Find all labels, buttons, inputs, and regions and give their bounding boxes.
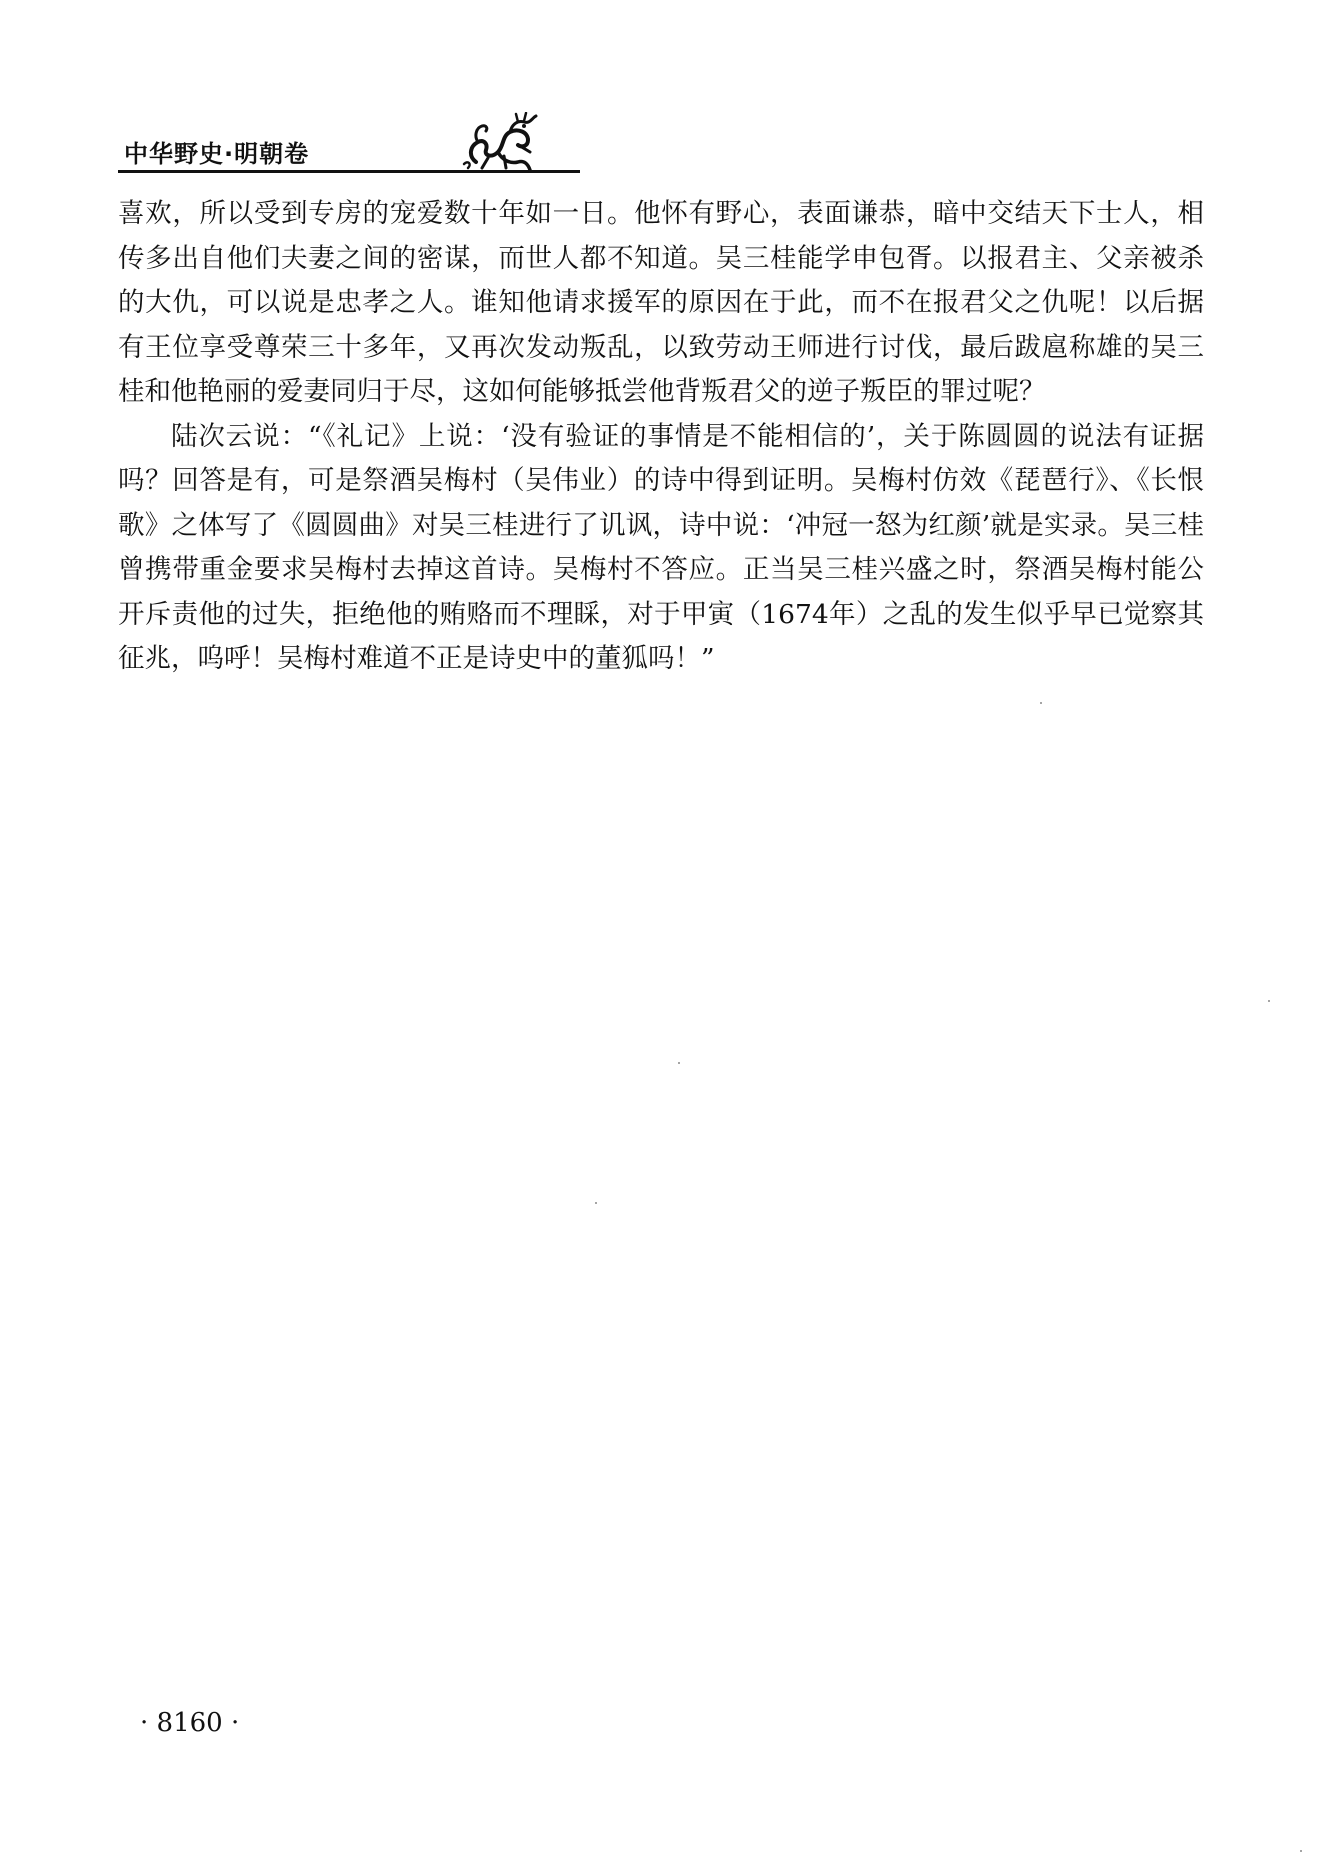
paragraph-1: 喜欢，所以受到专房的宠爱数十年如一日。他怀有野心，表面谦恭，暗中交结天下士人，相传多出自他们夫妻之间的密谋，而世人都不知道。吴三桂能学申包胥。以报君主、父亲被杀的大仇，可以说是忠孝之人。谁知他请求援军的原因在于此，而不在报君父之仇呢！以后据有王位享受尊荣三十多年，又再次发动叛乱，以致劳动王师进行讨伐，最后跋扈称雄的吴三桂和他艳丽的爱妻同归于尽，这如何能够抵尝他背叛君父的逆子叛臣的罪过呢？ [118, 198, 1204, 407]
scan-speck [678, 1062, 680, 1064]
dragon-emblem-icon [458, 112, 546, 174]
header-rule [118, 170, 580, 173]
scan-speck [1040, 702, 1042, 704]
scan-speck [1300, 1850, 1302, 1852]
page-number: · 8160 · [140, 1708, 240, 1738]
scan-speck [595, 1202, 597, 1204]
page-header [118, 112, 1204, 174]
book-title: 中华野史·明朝卷 [124, 140, 310, 168]
paragraph-2: 陆次云说：“《礼记》上说：‘没有验证的事情是不能相信的’，关于陈圆圆的说法有证据吗？回答是有，可是祭酒吴梅村（吴伟业）的诗中得到证明。吴梅村仿效《琵琶行》、《长恨歌》之体写了《圆圆曲》对吴三桂进行了讥讽，诗中说：‘冲冠一怒为红颜’就是实录。吴三桂曾携带重金要求吴梅村去掉这首诗。吴梅村不答应。正当吴三桂兴盛之时，祭酒吴梅村能公开斥责他的过失，拒绝他的贿赂而不理睬，对于甲寅（1674年）之乱的发生似乎早已觉察其征兆，呜呼！吴梅村难道不正是诗史中的董狐吗！” [118, 420, 1204, 674]
body-text [118, 192, 1204, 682]
scan-speck [1268, 1000, 1270, 1002]
